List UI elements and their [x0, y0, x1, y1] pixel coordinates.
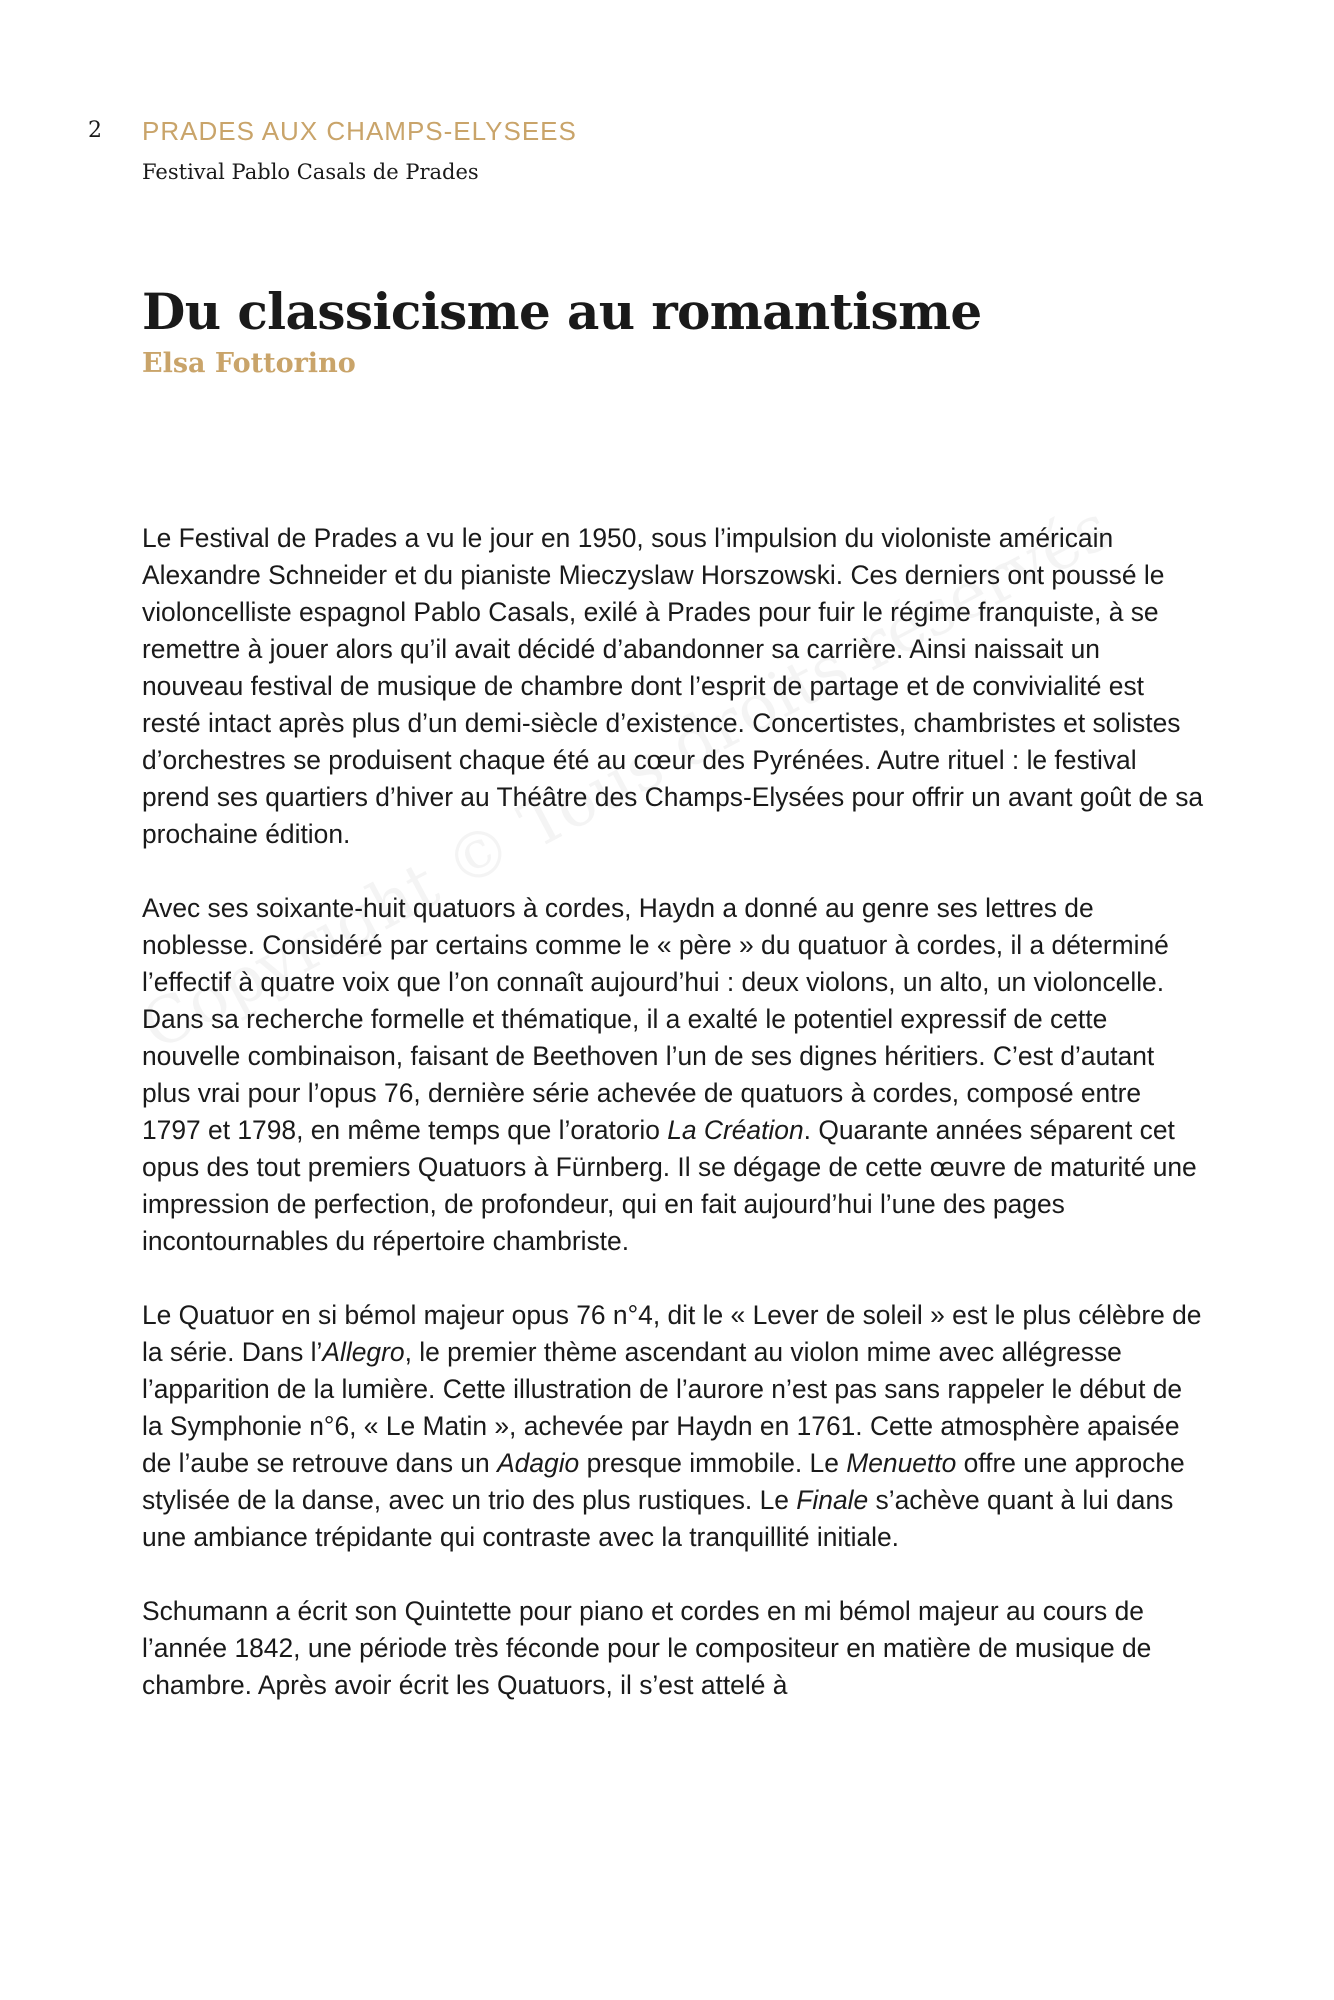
- text-segment: Schumann a écrit son Quintette pour piano et cordes en mi bémol majeur au cours de l’année 1842, une période très féconde pour le compositeur en matière de musique de chambre. Après avoir écrit les Quatuors, il s’est attelé à: [142, 1596, 1152, 1700]
- movement-name: Allegro: [322, 1337, 405, 1367]
- running-subtitle: Festival Pablo Casals de Prades: [142, 160, 479, 184]
- movement-name: Finale: [796, 1485, 869, 1515]
- text-segment: . Quarante années séparent cet opus des tout premiers Quatuors à Fürnberg. Il se dégage de cette œuvre de maturité une impression de perfection, de profondeur, qui en fait aujourd’hui l’une des pages incontournables du répertoire chambriste.: [142, 1115, 1197, 1256]
- text-segment: Le Festival de Prades a vu le jour en 1950, sous l’impulsion du violoniste américain Alexandre Schneider et du pianiste Mieczyslaw Horszowski. Ces derniers ont poussé le violoncelliste espagnol Pablo Casals, exilé à Prades pour fuir le régime franquiste, à se remettre à jouer alors qu’il avait décidé d’abandonner sa carrière. Ainsi naissait un nouveau festival de musique de chambre dont l’esprit de partage et de convivialité est resté intact après plus d’un demi-siècle d’existence. Concertistes, chambristes et solistes d’orchestres se produisent chaque été au cœur des Pyrénées. Autre rituel : le festival prend ses quartiers d’hiver au Théâtre des Champs-Elysées pour offrir un avant goût de sa prochaine édition.: [142, 523, 1204, 849]
- movement-name: Adagio: [497, 1448, 580, 1478]
- work-title: La Création: [667, 1115, 804, 1145]
- text-segment: presque immobile. Le: [579, 1448, 847, 1478]
- article-title: Du classicisme au romantisme: [142, 282, 982, 341]
- paragraph: [142, 520, 1204, 853]
- movement-name: Menuetto: [846, 1448, 957, 1478]
- text-segment: offre une approche stylisée de la danse, avec un trio des plus rustiques. Le: [142, 1448, 1185, 1515]
- text-segment: Avec ses soixante-huit quatuors à cordes, Haydn a donné au genre ses lettres de noblesse. Considéré par certains comme le « père » du quatuor à cordes, il a déterminé l’effectif à quatre voix que l’on connaît aujourd’hui : deux violons, un alto, un violoncelle. Dans sa recherche formelle et thématique, il a exalté le potentiel expressif de cette nouvelle combinaison, faisant de Beethoven l’un de ses dignes héritiers. C’est d’autant plus vrai pour l’opus 76, dernière série achevée de quatuors à cordes, composé entre 1797 et 1798, en même temps que l’oratorio: [142, 893, 1169, 1145]
- text-segment: Le Quatuor en si bémol majeur opus 76 n°4, dit le « Lever de soleil » est le plus célèbre de la série. Dans l’: [142, 1300, 1202, 1367]
- text-segment: s’achève quant à lui dans une ambiance trépidante qui contraste avec la tranquillité initiale.: [142, 1485, 1174, 1552]
- page-number: 2: [88, 118, 102, 143]
- article-author: Elsa Fottorino: [142, 348, 356, 379]
- paragraph: [142, 1297, 1204, 1556]
- paragraph: [142, 1593, 1204, 1704]
- running-title: PRADES AUX CHAMPS-ELYSEES: [142, 116, 577, 146]
- article-body: [142, 520, 1204, 1704]
- text-segment: , le premier thème ascendant au violon mime avec allégresse l’apparition de la lumière. Cette illustration de l’aurore n’est pas sans rappeler le début de la Symphonie n°6, « Le Matin », achevée par Haydn en 1761. Cette atmosphère apaisée de l’aube se retrouve dans un: [142, 1337, 1183, 1478]
- paragraph: [142, 890, 1204, 1260]
